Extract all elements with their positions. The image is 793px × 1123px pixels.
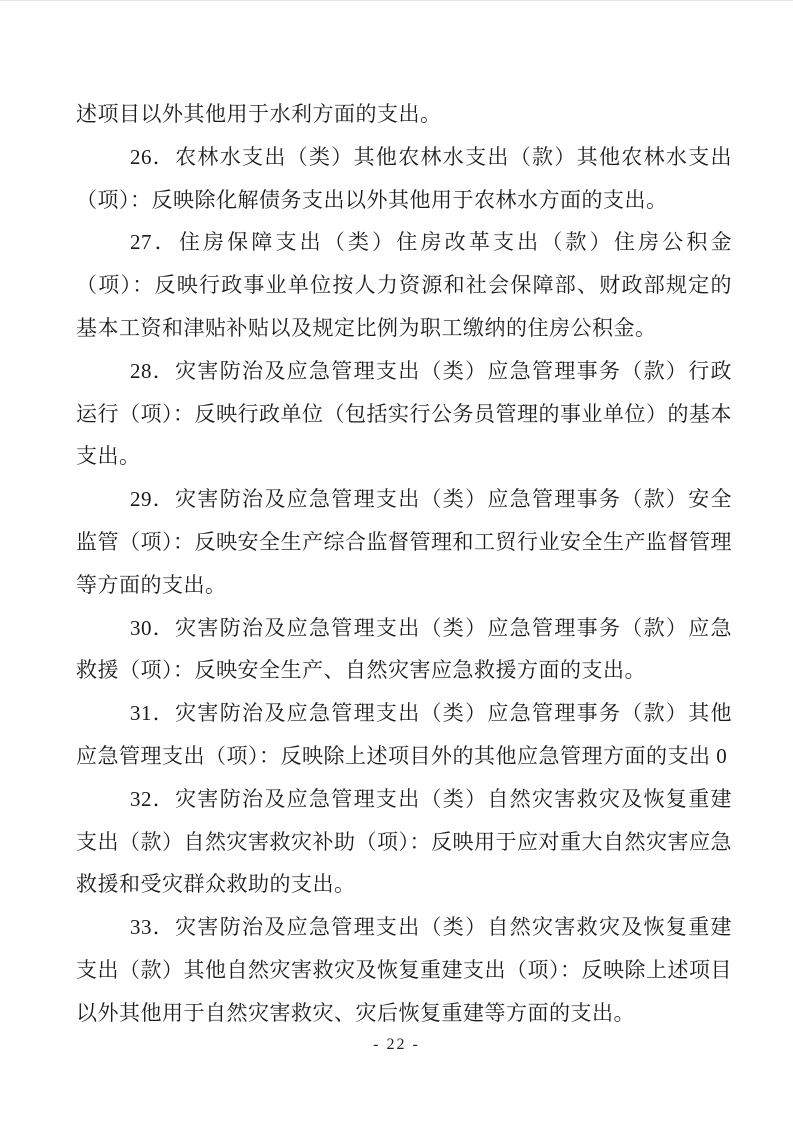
paragraph-item-27: 27．住房保障支出（类）住房改革支出（款）住房公积金（项）：反映行政事业单位按人力资源和社会保障部、财政部规定的 基本工资和津贴补贴以及规定比例为职工缴纳的住房公积金。 xyxy=(76,230,732,340)
paragraph-continuation: 述项目以外其他用于水利方面的支出。 xyxy=(76,102,442,126)
page-body-text xyxy=(76,93,732,1035)
paragraph-item-30: 30．灾害防治及应急管理支出（类）应急管理事务（款）应急救援（项）：反映安全生产、自然灾害应急救援方面的支出。 xyxy=(76,615,732,683)
paragraph-item-32: 32．灾害防治及应急管理支出（类）自然灾害救灾及恢复重建支出（款）自然灾害救灾补助（项）：反映用于应对重大自然灾害应急救援和受灾群众救助的支出。 xyxy=(76,786,732,897)
paragraph-item-26: 26．农林水支出（类）其他农林水支出（款）其他农林水支出（项）：反映除化解债务支出以外其他用于农林水方面的支出。 xyxy=(76,144,732,212)
paragraph-item-28: 28．灾害防治及应急管理支出（类）应急管理事务（款）行政运行（项）：反映行政单位（包括实行公务员管理的事业单位）的基本 支出。 xyxy=(76,358,732,469)
paragraph-item-29: 29．灾害防治及应急管理支出（类）应急管理事务（款）安全监管（项）：反映安全生产综合监督管理和工贸行业安全生产监督管理等方面的支出。 xyxy=(76,487,732,597)
paragraph-item-31: 31．灾害防治及应急管理支出（类）应急管理事务（款）其他应急管理支出（项）：反映除上述项目外的其他应急管理方面的支出 0 xyxy=(76,701,732,768)
paragraph-item-33: 33．灾害防治及应急管理支出（类）自然灾害救灾及恢复重建支出（款）其他自然灾害救灾及恢复重建支出（项）：反映除上述项目以外其他用于自然灾害救灾、灾后恢复重建等方面的支出。 xyxy=(76,915,732,1025)
page-number: - 22 - xyxy=(373,1036,420,1053)
